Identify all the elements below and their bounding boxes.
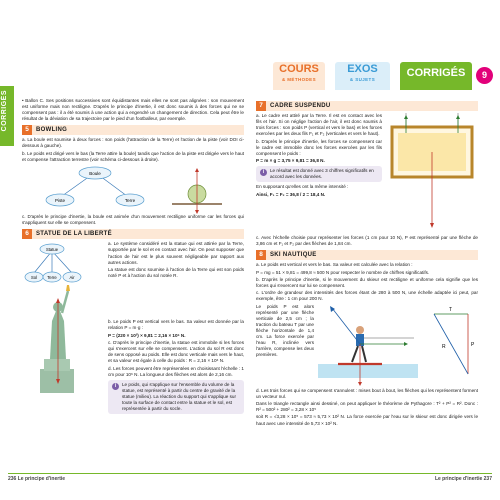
doi-label-boule: Boule [89,171,101,177]
statue-answer-c: c. D'après le principe d'inertie, la statue est immobile si les forces qui s'exercent sur elle se compensent. L'action du sol R est donc de sens opposé au poids. Elle est donc verticale mais vers le haut, et sa valeur est égale à celle du poids : R = 2,16 × 10⁶ N. [108,339,244,364]
ski-answer-a: a. Le poids est vertical et vers le bas. Sa valeur est calculée avec la relation : [256,262,413,268]
doi-label-sol: Sol [30,275,38,281]
bowling-diagrams [22,164,244,214]
section-header-cadre [256,101,478,111]
vector-label-p: P [471,341,475,348]
info-icon: i [260,169,267,176]
statue-answer-d: d. Les forces peuvent être représentées en choisissant l'échelle : 1 cm pour 10⁶ N. La longueur des flèches est alors de 2,16 cm. [108,365,244,377]
chapter-badge: 9 [476,67,493,84]
cadre-equation: P = m × g = 3,75 × 9,81 = 36,8 N. [256,158,325,164]
footer-left-page: 236 Le principe d'inertie [8,476,66,482]
ski-answer-c2: Le poids P est alors représenté par une flèche verticale de 2,5 cm ; la traction du bateau T par une flèche horizontale de 1,4 cm. La force exercée par l'eau R, inclinée vers l'arrière, compense les deux premières. [256,303,314,358]
section-number: 6 [22,229,32,239]
cadre-block [256,113,478,235]
statue-equation: P = (220 × 10³) × 9,81 = 2,16 × 10⁶ N. [108,332,186,338]
ski-answer-c: c. L'ordre de grandeur des intensités des forces étant de 280 à 500 N, une échelle adaptée ici peut, par exemple, être : 1 cm pour 200 N. [256,290,478,302]
bowling-answer-b: b. Le poids est dirigé vers le bas (la Terre attire la boule) tandis que l'action de la piste est dirigée vers le haut et compense l'attraction terrestre (voir schéma ci-dessous à droite). [22,150,244,162]
ski-result: soit R = √3,28 × 10⁵ = 573 ≈ 5,73 × 10² N. La force exercée par l'eau sur le skieur est donc dirigée vers le haut avec une intensité de 5,73 × 10² N. [256,414,478,426]
doi-label-statue: Statue [45,247,59,253]
section-number: 8 [256,250,266,260]
ski-equation: P = mg = 51 × 9,81 = 499,8 ≈ 500 N pour respecter le nombre de chiffres significatifs. [256,269,430,275]
cadre-text [256,113,382,235]
cadre-answer-b: b. D'après le principe d'inertie, les forces se compensent car le cadre est immobile donc les forces exercées par les fils compensent le poids : [256,138,382,156]
ski-diagram [318,304,478,386]
tab-exos[interactable]: EXOS & SUJETS [335,62,390,90]
info-icon: i [112,383,119,390]
vector-label-t: T [449,306,453,313]
section-header-bowling [22,125,244,135]
statue-diagram [22,241,104,397]
ski-block [256,304,478,388]
section-header-ski [256,250,478,260]
cadre-answer-b2: En supposant qu'elles ont la même intensité : [256,184,349,190]
cadre-result: Ainsi, F₁ = F₂ = 36,8 / 2 = 18,4 N. [256,191,326,197]
tab-cours[interactable]: COURS & MÉTHODES [273,62,325,90]
ski-answer-b: b. D'après le principe d'inertie, si le mouvement du skieur est rectiligne et uniforme cela signifie que les forces qui s'exercent sur lui se compensent. [256,276,478,288]
cadre-answer-a: a. Le cadre est attiré par la Terre. Il est en contact avec les fils et l'air. Si on néglige l'action de l'air, il est donc soumis à trois forces : son poids P (vertical et vers le bas) et les forces exercées par les deux fils F₁ et F₂ (verticales et vers le haut). [256,113,382,137]
side-tab-corriges: CORRIGÉS [0,86,14,146]
doi-label-terre: Terre [47,275,57,281]
statue-answer-a: a. Le système considéré est la statue qui est attirée par la Terre, supportée par le sol et en contact avec l'air. On peut supposer que l'action de l'air est le plus souvent négligeable par rapport aux autres actions. [108,241,244,265]
bowling-doi-diagram [22,164,244,214]
bowling-answer-a: a. La boule est soumise à deux forces : son poids (l'attraction de la Terre) et l'action de la piste (voir DOI ci-dessous à gauche). [22,137,244,149]
doi-label-piste: Piste [54,198,66,204]
doi-label-terre: Terre [124,198,136,204]
section-header-statue [22,229,244,239]
section-title: CADRE SUSPENDU [270,102,331,109]
statue-note: i Le poids, qui s'applique sur l'ensemble du volume de la statue, est représenté à partir du centre de gravité de la statue (milieu). La réaction du support qui s'applique sur toute la surface de contact entre la statue et le sol, est représentée à partir du socle. [108,380,244,414]
ski-pythagore: Dans le triangle rectangle ainsi dessiné, on peut appliquer le théorème de Pythagore : T² + P² = R². Donc : R² = 500² + 280² = 3,28 × 10⁵ [256,401,478,413]
footer-divider [8,473,492,474]
left-column [22,98,244,416]
intro-paragraph: • Ballon C. Ses positions successives sont équidistantes mais elles ne sont pas alignées : son mouvement est uniforme mais non rectiligne. D'après le principe d'inertie, il est donc soumis à des forces qui ne se compensent pas : il a été soumis à une action qui a engendré un changement de direction. Cela peut être le résultat de la déviation de sa trajectoire par le pied d'un footballeur, par exemple. [22,98,244,122]
section-number: 5 [22,125,32,135]
footer-right-page: Le principe d'inertie 237 [434,476,492,482]
right-column [256,98,478,428]
statue-figures [22,241,104,397]
ski-figures [318,304,478,388]
statue-answer-b: b. Le poids P est vertical vers le bas. Sa valeur est donnée par la relation P = m·g : [108,319,244,331]
ski-text-narrow [256,304,314,388]
cadre-diagram [386,113,478,233]
water-skier-illustration [318,326,418,378]
bowling-answer-c: c. D'après le principe d'inertie, la boule est animée d'un mouvement rectiligne uniforme car les forces qui s'appliquent sur elle se compensent. [22,214,244,226]
section-title: BOWLING [36,127,68,134]
ski-answer-d: d. Les trois forces qui se compensent s'annulent : mises bout à bout, les flèches qui les représentent forment un vecteur nul. [256,387,478,399]
cadre-note: i Le résultat est donné avec 3 chiffres significatifs en accord avec les données. [256,166,382,182]
section-title: SKI NAUTIQUE [270,252,317,259]
section-title: STATUE DE LA LIBERTÉ [36,231,112,238]
statue-answer-a2: La statue est donc soumise à l'action de la Terre qui est son poids noté P et à l'action du sol notée R. [108,266,244,278]
doi-label-air: Air [69,275,75,281]
cadre-answer-c: c. Avec l'échelle choisie pour représenter les forces (1 cm pour 10 N), P est représenté par une flèche de 3,86 cm et F₁ et F₂ par des flèches de 1,84 cm. [256,235,478,247]
section-number: 7 [256,101,266,111]
vector-label-r: R [442,343,446,350]
cadre-figure [386,113,478,235]
tab-corriges[interactable]: CORRIGÉS [400,62,472,90]
